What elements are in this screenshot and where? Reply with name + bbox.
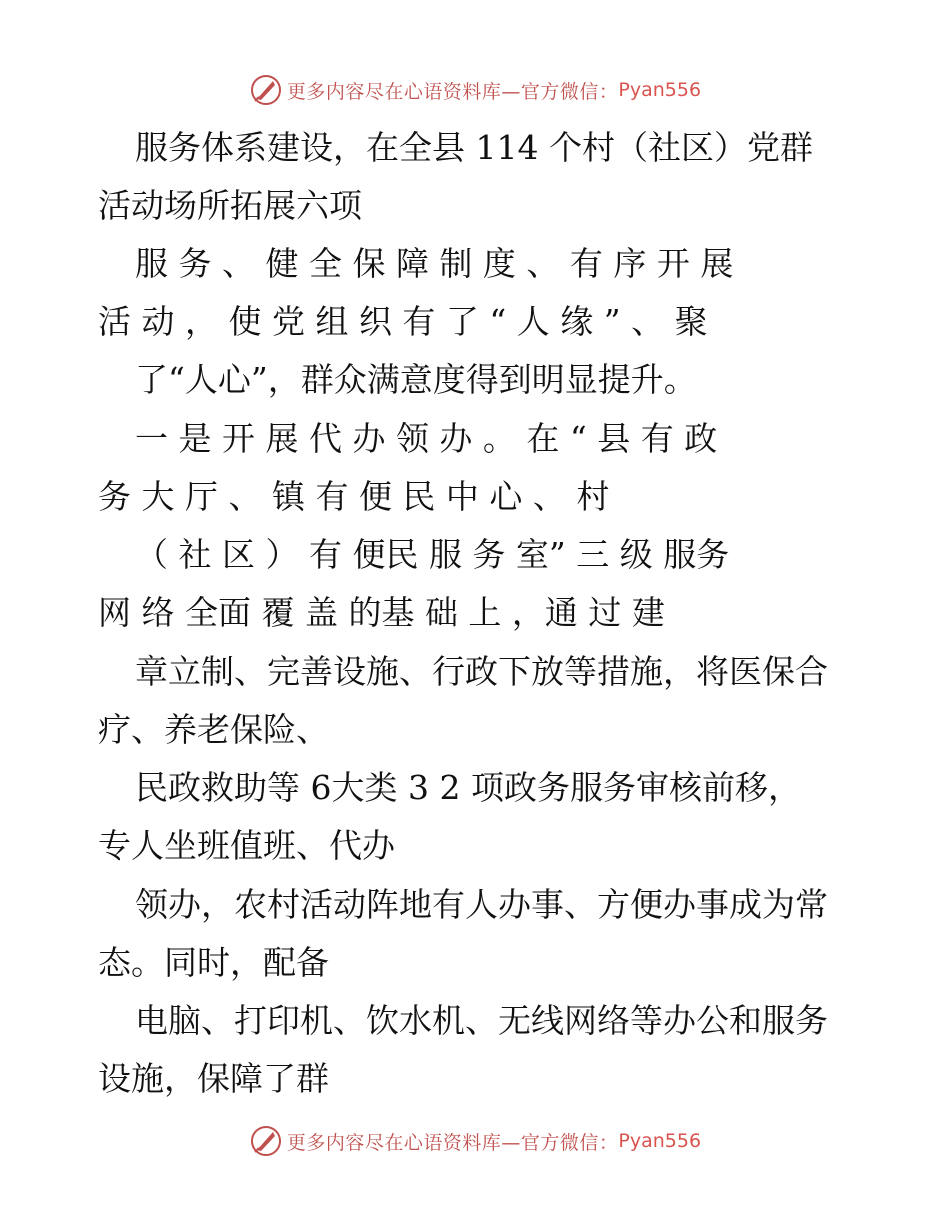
text-line: 网 络 全面 覆 盖 的基 础 上 ，通 过 建 (98, 593, 665, 632)
watermark-text: 更多内容尽在心语资料库—官方微信： (286, 80, 619, 103)
text-line: 民政救助等 6大类 3 2 项政务服务审核前移， (135, 768, 801, 807)
text-line: 活动场所拓展六项 (98, 186, 362, 225)
watermark-text: 更多内容尽在心语资料库—官方微信： (286, 1131, 619, 1154)
text-line: 服务体系建设，在全县 114 个村（社区）党群 (135, 128, 813, 167)
text-line: 务 大 厅 、 镇 有 便 民 中 心 、 村 (98, 477, 610, 516)
watermark-wechat-id: Pyan556 (618, 1130, 702, 1152)
watermark-footer (0, 1121, 950, 1161)
text-line: 活 动 ， 使 党 组 织 有 了 “ 人 缘 ” 、 聚 (98, 302, 708, 341)
text-line: 态。同时，配备 (98, 943, 329, 982)
text-line: 疗、养老保险、 (98, 710, 329, 749)
text-line: 设施，保障了群 (98, 1059, 329, 1098)
text-line: 专人坐班值班、代办 (98, 826, 395, 865)
text-line: 一 是 开 展 代 办 领 办 。 在 “ 县 有 政 (135, 419, 718, 458)
text-line: 电脑、打印机、饮水机、无线网络等办公和服务 (135, 1001, 828, 1040)
text-line: 服 务 、 健 全 保 障 制 度 、 有 序 开 展 (135, 244, 734, 283)
watermark-wechat-id: Pyan556 (618, 79, 702, 101)
text-line: （ 社 区 ） 有 便民 服 务 室” 三 级 服务 (135, 535, 730, 574)
text-line: 了“人心”，群众满意度得到明显提升。 (135, 360, 697, 399)
text-line: 领办，农村活动阵地有人办事、方便办事成为常 (135, 885, 828, 924)
quill-pen-icon (249, 1124, 283, 1158)
text-line: 章立制、完善设施、行政下放等措施，将医保合 (135, 652, 828, 691)
